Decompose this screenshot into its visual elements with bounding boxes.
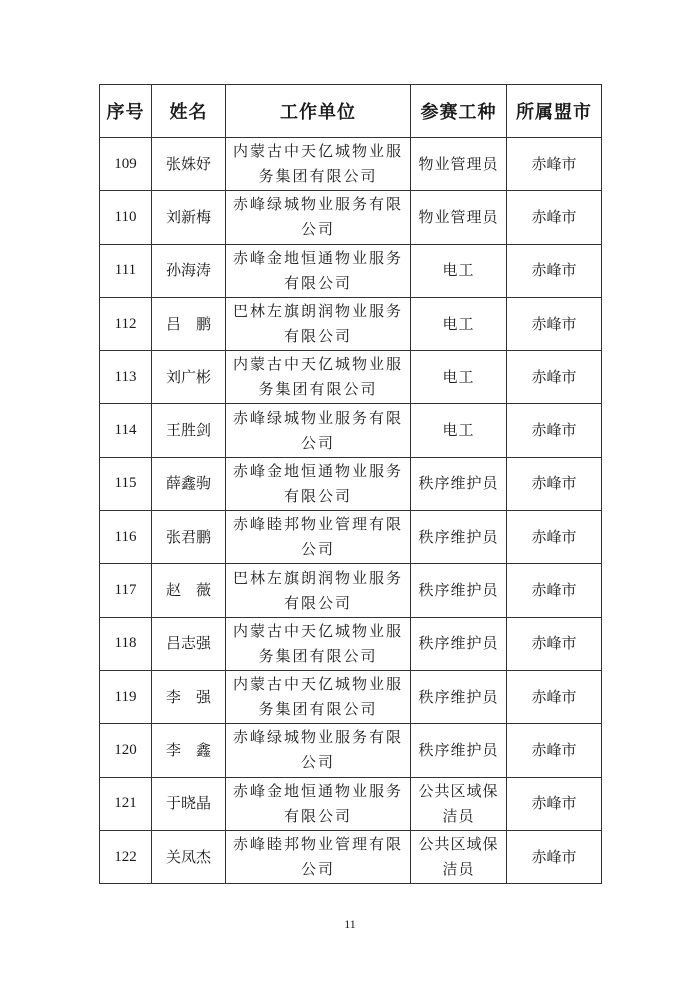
trade-cell: 秩序维护员: [411, 670, 507, 723]
city-cell: 赤峰市: [507, 191, 602, 244]
trade-cell: 秩序维护员: [411, 511, 507, 564]
city-cell: 赤峰市: [507, 670, 602, 723]
name-cell: 张姝妤: [152, 138, 226, 191]
name-cell: 刘新梅: [152, 191, 226, 244]
table-row: [100, 351, 602, 404]
work-unit-cell: 内蒙古中天亿城物业服务集团有限公司: [226, 351, 411, 404]
work-unit-cell: 赤峰金地恒通物业服务有限公司: [226, 457, 411, 510]
name-cell: 王胜剑: [152, 404, 226, 457]
table-row: [100, 564, 602, 617]
serial-number-cell: 118: [100, 617, 152, 670]
header-league-city: 所属盟市: [507, 85, 602, 138]
table-body: [100, 138, 602, 884]
table-row: [100, 457, 602, 510]
name-cell: 赵 薇: [152, 564, 226, 617]
trade-cell: 物业管理员: [411, 191, 507, 244]
city-cell: 赤峰市: [507, 511, 602, 564]
name-cell: 刘广彬: [152, 351, 226, 404]
work-unit-cell: 赤峰睦邦物业管理有限公司: [226, 511, 411, 564]
city-cell: 赤峰市: [507, 617, 602, 670]
name-cell: 孙海涛: [152, 244, 226, 297]
city-cell: 赤峰市: [507, 351, 602, 404]
serial-number-cell: 111: [100, 244, 152, 297]
work-unit-cell: 内蒙古中天亿城物业服务集团有限公司: [226, 617, 411, 670]
serial-number-cell: 115: [100, 457, 152, 510]
work-unit-cell: 巴林左旗朗润物业服务有限公司: [226, 297, 411, 350]
city-cell: 赤峰市: [507, 404, 602, 457]
work-unit-cell: 赤峰绿城物业服务有限公司: [226, 724, 411, 777]
trade-cell: 秩序维护员: [411, 564, 507, 617]
serial-number-cell: 120: [100, 724, 152, 777]
header-work-unit: 工作单位: [226, 85, 411, 138]
city-cell: 赤峰市: [507, 724, 602, 777]
table-row: [100, 244, 602, 297]
city-cell: 赤峰市: [507, 777, 602, 830]
trade-cell: 电工: [411, 404, 507, 457]
trade-cell: 电工: [411, 297, 507, 350]
trade-cell: 物业管理员: [411, 138, 507, 191]
table-row: [100, 617, 602, 670]
serial-number-cell: 117: [100, 564, 152, 617]
table-row: [100, 511, 602, 564]
table-row: [100, 724, 602, 777]
work-unit-cell: 赤峰绿城物业服务有限公司: [226, 404, 411, 457]
name-cell: 李 鑫: [152, 724, 226, 777]
serial-number-cell: 113: [100, 351, 152, 404]
name-cell: 吕志强: [152, 617, 226, 670]
work-unit-cell: 内蒙古中天亿城物业服务集团有限公司: [226, 670, 411, 723]
serial-number-cell: 122: [100, 830, 152, 883]
serial-number-cell: 116: [100, 511, 152, 564]
name-cell: 关凤杰: [152, 830, 226, 883]
table-row: [100, 297, 602, 350]
trade-cell: 公共区域保洁员: [411, 830, 507, 883]
trade-cell: 秩序维护员: [411, 617, 507, 670]
city-cell: 赤峰市: [507, 138, 602, 191]
name-cell: 吕 鹏: [152, 297, 226, 350]
serial-number-cell: 114: [100, 404, 152, 457]
work-unit-cell: 赤峰睦邦物业管理有限公司: [226, 830, 411, 883]
table-row: [100, 404, 602, 457]
serial-number-cell: 112: [100, 297, 152, 350]
trade-cell: 秩序维护员: [411, 457, 507, 510]
name-cell: 于晓晶: [152, 777, 226, 830]
city-cell: 赤峰市: [507, 564, 602, 617]
city-cell: 赤峰市: [507, 244, 602, 297]
serial-number-cell: 121: [100, 777, 152, 830]
serial-number-cell: 109: [100, 138, 152, 191]
work-unit-cell: 赤峰绿城物业服务有限公司: [226, 191, 411, 244]
city-cell: 赤峰市: [507, 830, 602, 883]
city-cell: 赤峰市: [507, 297, 602, 350]
serial-number-cell: 119: [100, 670, 152, 723]
header-name: 姓名: [152, 85, 226, 138]
table-row: [100, 670, 602, 723]
participant-table: [99, 84, 602, 884]
name-cell: 张君鹏: [152, 511, 226, 564]
trade-cell: 公共区域保洁员: [411, 777, 507, 830]
trade-cell: 秩序维护员: [411, 724, 507, 777]
table-row: [100, 777, 602, 830]
serial-number-cell: 110: [100, 191, 152, 244]
work-unit-cell: 赤峰金地恒通物业服务有限公司: [226, 777, 411, 830]
name-cell: 李 强: [152, 670, 226, 723]
trade-cell: 电工: [411, 351, 507, 404]
page-number: 11: [344, 917, 356, 931]
work-unit-cell: 巴林左旗朗润物业服务有限公司: [226, 564, 411, 617]
header-trade: 参赛工种: [411, 85, 507, 138]
table-row: [100, 830, 602, 883]
name-cell: 薛鑫驹: [152, 457, 226, 510]
table-row: [100, 191, 602, 244]
table-header-row: [100, 85, 602, 138]
table-row: [100, 138, 602, 191]
header-serial-number: 序号: [100, 85, 152, 138]
work-unit-cell: 赤峰金地恒通物业服务有限公司: [226, 244, 411, 297]
city-cell: 赤峰市: [507, 457, 602, 510]
work-unit-cell: 内蒙古中天亿城物业服务集团有限公司: [226, 138, 411, 191]
trade-cell: 电工: [411, 244, 507, 297]
